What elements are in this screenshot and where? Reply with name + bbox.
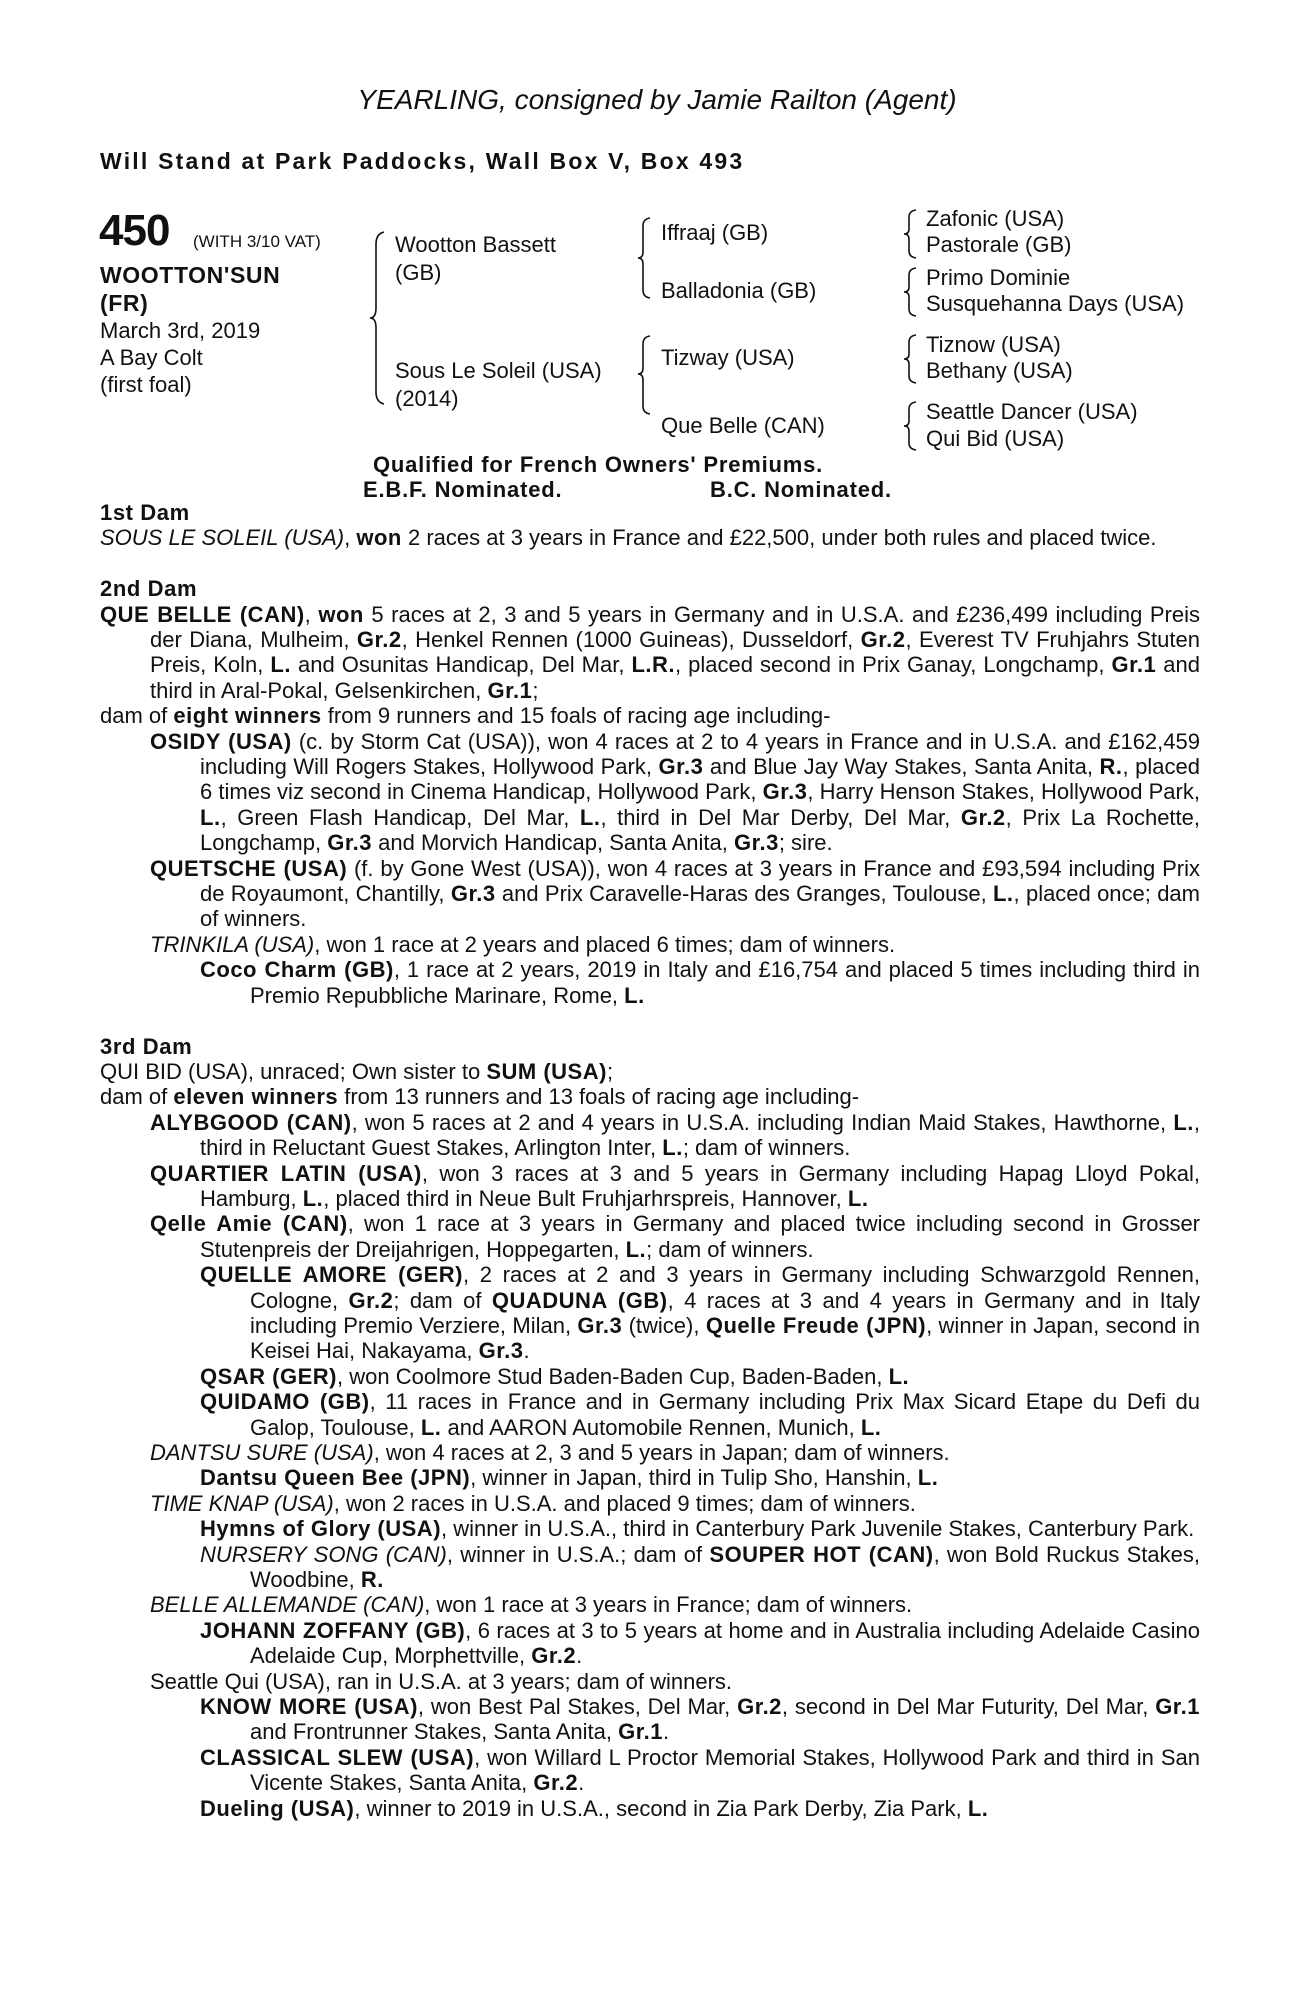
- vat-note: (WITH 3/10 VAT): [193, 232, 321, 251]
- produce-record: [100, 1059, 1200, 1084]
- text-run: ; sire.: [778, 830, 833, 856]
- produce-record: [100, 703, 1200, 728]
- bold-text: Gr.2: [356, 627, 402, 653]
- bold-text: L.: [992, 881, 1014, 907]
- pedigree-brace: [638, 216, 654, 300]
- produce-record: [100, 1592, 1200, 1617]
- bold-text: CLASSICAL SLEW (USA): [200, 1744, 475, 1770]
- text-run: , winner in U.S.A.; dam of: [446, 1541, 710, 1567]
- text-run: .: [576, 1643, 583, 1669]
- pedigree-brace: [904, 400, 920, 452]
- great-grandparent: Qui Bid (USA): [926, 426, 1065, 451]
- produce-record: [100, 856, 1200, 932]
- great-grandparent: Bethany (USA): [926, 358, 1073, 383]
- dam-section: [100, 500, 1200, 551]
- produce-record: [100, 1694, 1200, 1745]
- grandparent: Tizway (USA): [661, 345, 795, 370]
- text-run: , won Best Pal Stakes, Del Mar,: [417, 1694, 738, 1720]
- bold-text: L.: [888, 1363, 910, 1389]
- text-run: and third in Aral-Pokal, Gelsenkirchen,: [150, 652, 1200, 703]
- text-run: , Prix La Rochette, Longchamp,: [200, 804, 1201, 856]
- italic-text: NURSERY SONG (CAN): [200, 1541, 447, 1567]
- text-run: dam of: [100, 703, 174, 729]
- stabling-location: Will Stand at Park Paddocks, Wall Box V, Box 493: [100, 148, 745, 174]
- ebf-nominated: E.B.F. Nominated.: [363, 477, 563, 502]
- pedigree-brace: [638, 334, 654, 416]
- bold-text: ALYBGOOD (CAN): [150, 1109, 352, 1135]
- text-run: , placed once; dam of winners.: [200, 881, 1200, 932]
- text-run: , won 1 race at 3 years in Germany and placed twice including second in Grosser Stutenpreis der Dreijahrigen, Hoppegarten,: [200, 1211, 1201, 1262]
- dam-section: [100, 576, 1200, 1008]
- text-run: , placed third in Neue Bult Fruhjarhrspreis, Hannover,: [323, 1185, 848, 1211]
- bold-text: L.: [420, 1414, 442, 1440]
- bold-text: QUELLE AMORE (GER): [200, 1262, 463, 1288]
- bold-text: Gr.3: [762, 779, 808, 805]
- text-run: , third in Del Mar Derby, Del Mar,: [600, 804, 961, 830]
- bold-text: eight winners: [173, 703, 322, 729]
- text-run: , won 1 race at 2 years and placed 6 times; dam of winners.: [314, 931, 896, 957]
- section-heading: 2nd Dam: [100, 576, 198, 602]
- text-run: (twice),: [622, 1312, 706, 1338]
- text-run: , won Bold Ruckus Stakes, Woodbine,: [250, 1541, 1200, 1593]
- page-title: YEARLING, consigned by Jamie Railton (Agent): [357, 84, 957, 115]
- produce-record: [100, 1542, 1200, 1593]
- produce-record: [100, 957, 1200, 1008]
- bold-text: Gr.1: [1111, 652, 1157, 678]
- french-premiums-note: Qualified for French Owners' Premiums.: [373, 452, 824, 477]
- text-run: ; dam of winners.: [646, 1236, 814, 1262]
- text-run: ; dam of winners.: [682, 1135, 851, 1161]
- produce-record: [100, 1465, 1200, 1490]
- great-grandparent: Tiznow (USA): [926, 332, 1061, 357]
- bold-text: Qelle Amie (CAN): [150, 1211, 348, 1237]
- produce-record: [100, 1389, 1200, 1440]
- great-grandparent: Zafonic (USA): [926, 206, 1065, 231]
- horse-name: WOOTTON'SUN: [100, 262, 281, 288]
- produce-record: [100, 525, 1200, 550]
- sire-name: Wootton Bassett: [395, 232, 557, 257]
- text-run: , Harry Henson Stakes, Hollywood Park,: [807, 779, 1200, 805]
- text-run: , third in Reluctant Guest Stakes, Arlington Inter,: [200, 1109, 1200, 1161]
- produce-record: [100, 1440, 1200, 1465]
- text-run: , winner to 2019 in U.S.A., second in Zia Park Derby, Zia Park,: [354, 1795, 968, 1821]
- produce-record: [100, 1516, 1200, 1541]
- bold-text: L.R.: [631, 652, 676, 678]
- italic-text: TRINKILA (USA): [150, 931, 315, 957]
- text-run: from 13 runners and 13 foals of racing age including-: [338, 1084, 860, 1110]
- great-grandparent: Pastorale (GB): [926, 232, 1072, 257]
- produce-record: [100, 1796, 1200, 1821]
- great-grandparent: Primo Dominie: [926, 265, 1071, 290]
- dam-line-notes: [100, 500, 1200, 1846]
- bold-text: Gr.1: [1155, 1694, 1200, 1720]
- bold-text: L.: [200, 804, 221, 830]
- bold-text: KNOW MORE (USA): [200, 1694, 418, 1720]
- text-run: , 2 races at 2 and 3 years in Germany including Schwarzgold Rennen, Cologne,: [250, 1262, 1200, 1313]
- text-run: .: [523, 1338, 530, 1364]
- foal-note: (first foal): [100, 372, 192, 397]
- bold-text: Hymns of Glory (USA): [200, 1516, 442, 1542]
- text-run: , winner in U.S.A., third in Canterbury Park Juvenile Stakes, Canterbury Park.: [441, 1516, 1195, 1542]
- italic-text: BELLE ALLEMANDE (CAN): [150, 1592, 425, 1618]
- bold-text: OSIDY (USA): [150, 728, 292, 754]
- text-run: and Osunitas Handicap, Del Mar,: [290, 652, 632, 678]
- grandparent: Que Belle (CAN): [661, 413, 825, 438]
- bold-text: Gr.3: [734, 830, 779, 856]
- text-run: Seattle Qui (USA), ran in U.S.A. at 3 years; dam of winners.: [150, 1668, 733, 1694]
- text-run: , won 3 races at 3 and 5 years in Germany including Hapag Lloyd Pokal, Hamburg,: [200, 1160, 1200, 1211]
- text-run: and Prix Caravelle-Haras des Granges, Toulouse,: [495, 881, 993, 907]
- produce-record: [100, 1110, 1200, 1161]
- bold-text: QSAR (GER): [200, 1363, 337, 1389]
- bold-text: L.: [625, 1236, 647, 1262]
- bold-text: L.: [579, 804, 601, 830]
- bold-text: L.: [302, 1185, 324, 1211]
- text-run: , winner in Japan, third in Tulip Sho, Hanshin,: [470, 1465, 918, 1491]
- foaling-date: March 3rd, 2019: [100, 318, 261, 343]
- bold-text: JOHANN ZOFFANY (GB): [200, 1617, 466, 1643]
- produce-record: [100, 932, 1200, 957]
- bold-text: Coco Charm (GB): [200, 957, 394, 983]
- bold-text: QUETSCHE (USA): [150, 855, 348, 881]
- bold-text: QUADUNA (GB): [491, 1287, 668, 1313]
- text-run: , second in Del Mar Futurity, Del Mar,: [781, 1694, 1156, 1720]
- bold-text: L.: [270, 652, 291, 678]
- bold-text: QUIDAMO (GB): [200, 1389, 370, 1415]
- dam-name: Sous Le Soleil (USA): [395, 358, 602, 383]
- text-run: , won Willard L Proctor Memorial Stakes, Hollywood Park and third in San Vicente Stakes, Santa Anita,: [250, 1744, 1200, 1796]
- text-run: , 11 races in France and in Germany including Prix Max Sicard Etape du Defi du Galop, Toulouse,: [250, 1389, 1201, 1440]
- bold-text: QUARTIER LATIN (USA): [150, 1160, 422, 1186]
- bold-text: Gr.2: [531, 1643, 577, 1669]
- italic-text: SOUS LE SOLEIL (USA): [100, 525, 345, 551]
- produce-record: [100, 1262, 1200, 1364]
- bold-text: Gr.3: [658, 754, 704, 780]
- text-run: , 4 races at 3 and 4 years in Germany and in Italy including Premio Verziere, Milan,: [250, 1287, 1201, 1338]
- lot-number: 450: [99, 206, 170, 255]
- dam-section: [100, 1034, 1200, 1822]
- section-heading: 1st Dam: [100, 500, 190, 525]
- bold-text: Gr.2: [960, 804, 1006, 830]
- text-run: 2 races at 3 years in France and £22,500, under both rules and placed twice.: [401, 525, 1157, 551]
- text-run: QUI BID (USA), unraced; Own sister to: [100, 1058, 487, 1084]
- text-run: , Green Flash Handicap, Del Mar,: [220, 804, 580, 830]
- text-run: , won Coolmore Stud Baden-Baden Cup, Baden-Baden,: [337, 1363, 889, 1389]
- bold-text: Gr.3: [327, 830, 373, 856]
- bold-text: L.: [1173, 1109, 1194, 1135]
- bold-text: R.: [360, 1567, 384, 1593]
- produce-record: [100, 1491, 1200, 1516]
- dam-year: (2014): [395, 386, 459, 411]
- bold-text: won: [318, 601, 364, 627]
- text-run: ,: [304, 601, 319, 627]
- bold-text: L.: [860, 1414, 882, 1440]
- text-run: ;: [532, 677, 539, 703]
- bold-text: SOUPER HOT (CAN): [709, 1541, 934, 1567]
- text-run: .: [662, 1719, 670, 1745]
- bold-text: Dantsu Queen Bee (JPN): [200, 1465, 471, 1491]
- pedigree-brace: [904, 333, 920, 385]
- bold-text: Quelle Freude (JPN): [705, 1312, 927, 1338]
- bold-text: QUE BELLE (CAN): [100, 601, 305, 627]
- text-run: ;: [606, 1058, 614, 1084]
- text-run: 5 races at 2, 3 and 5 years in Germany and in U.S.A. and £236,499 including Preis der Diana, Mulheim,: [150, 601, 1200, 653]
- text-run: and AARON Automobile Rennen, Munich,: [441, 1414, 861, 1440]
- bold-text: Gr.1: [487, 677, 533, 703]
- text-run: (f. by Gone West (USA)), won 4 races at 3 years in France and £93,594 including Prix de Royaumont, Chantilly,: [200, 855, 1200, 907]
- produce-record: [100, 729, 1200, 856]
- bc-nominated: B.C. Nominated.: [710, 477, 892, 502]
- bold-text: won: [356, 525, 402, 551]
- produce-record: [100, 1211, 1200, 1262]
- italic-text: DANTSU SURE (USA): [150, 1440, 374, 1465]
- bold-text: eleven winners: [173, 1084, 339, 1110]
- produce-record: [100, 1364, 1200, 1389]
- bold-text: Gr.3: [478, 1338, 524, 1364]
- bold-text: L.: [662, 1135, 683, 1161]
- produce-record: [100, 1745, 1200, 1796]
- text-run: ,: [344, 525, 357, 551]
- text-run: .: [578, 1770, 585, 1796]
- text-run: and Blue Jay Way Stakes, Santa Anita,: [703, 754, 1100, 780]
- horse-country: (FR): [100, 290, 149, 316]
- pedigree-brace: [370, 230, 390, 406]
- bold-text: Gr.2: [860, 627, 906, 653]
- produce-record: [100, 1669, 1200, 1694]
- text-run: from 9 runners and 15 foals of racing age including-: [321, 703, 831, 729]
- text-run: , 6 races at 3 to 5 years at home and in Australia including Adelaide Casino Adelaide Cup, Morphettville,: [250, 1617, 1200, 1669]
- bold-text: Gr.2: [348, 1287, 394, 1313]
- produce-record: [100, 1618, 1200, 1669]
- text-run: and Morvich Handicap, Santa Anita,: [372, 830, 735, 856]
- section-heading: 3rd Dam: [100, 1033, 193, 1059]
- text-run: , won 4 races at 2, 3 and 5 years in Japan; dam of winners.: [373, 1440, 950, 1465]
- text-run: and Frontrunner Stakes, Santa Anita,: [250, 1719, 619, 1745]
- text-run: ; dam of: [393, 1287, 492, 1313]
- text-run: , placed second in Prix Ganay, Longchamp,: [675, 652, 1112, 678]
- bold-text: Gr.1: [618, 1719, 663, 1745]
- text-run: , won 2 races in U.S.A. and placed 9 times; dam of winners.: [333, 1490, 916, 1516]
- pedigree-brace: [904, 208, 920, 260]
- text-run: , 1 race at 2 years, 2019 in Italy and £16,754 and placed 5 times including third in Premio Repubbliche Marinare, Rome,: [250, 957, 1201, 1008]
- bold-text: L.: [967, 1795, 989, 1821]
- bold-text: Gr.3: [450, 881, 496, 907]
- bold-text: R.: [1099, 754, 1123, 780]
- bold-text: L.: [624, 982, 645, 1008]
- great-grandparent: Seattle Dancer (USA): [926, 399, 1138, 424]
- text-run: , Everest TV Fruhjahrs Stuten Preis, Koln,: [150, 627, 1200, 678]
- bold-text: L.: [917, 1465, 939, 1491]
- sire-country: (GB): [395, 260, 442, 285]
- text-run: , won 5 races at 2 and 4 years in U.S.A. including Indian Maid Stakes, Hawthorne,: [351, 1109, 1174, 1135]
- bold-text: SUM (USA): [486, 1058, 607, 1084]
- text-run: , placed 6 times viz second in Cinema Handicap, Hollywood Park,: [200, 754, 1200, 805]
- pedigree-brace: [904, 266, 920, 318]
- produce-record: [100, 602, 1200, 704]
- text-run: , won 1 race at 3 years in France; dam of winners.: [424, 1592, 913, 1618]
- bold-text: Gr.2: [533, 1770, 579, 1796]
- grandparent: Iffraaj (GB): [661, 220, 769, 245]
- grandparent: Balladonia (GB): [661, 278, 817, 303]
- italic-text: TIME KNAP (USA): [150, 1490, 334, 1516]
- text-run: (c. by Storm Cat (USA)), won 4 races at 2 to 4 years in France and in U.S.A. and £162,459 including Will Rogers Stakes, Hollywood Park,: [200, 728, 1200, 780]
- produce-record: [100, 1084, 1200, 1109]
- great-grandparent: Susquehanna Days (USA): [926, 291, 1185, 316]
- bold-text: Gr.2: [737, 1694, 782, 1720]
- produce-record: [100, 1161, 1200, 1212]
- horse-description: A Bay Colt: [100, 345, 203, 370]
- text-run: , winner in Japan, second in Keisei Hai, Nakayama,: [250, 1312, 1200, 1364]
- bold-text: Dueling (USA): [200, 1795, 355, 1821]
- bold-text: L.: [847, 1185, 869, 1211]
- bold-text: Gr.3: [577, 1312, 623, 1338]
- text-run: dam of: [100, 1084, 174, 1110]
- text-run: , Henkel Rennen (1000 Guineas), Dusseldorf,: [401, 627, 861, 653]
